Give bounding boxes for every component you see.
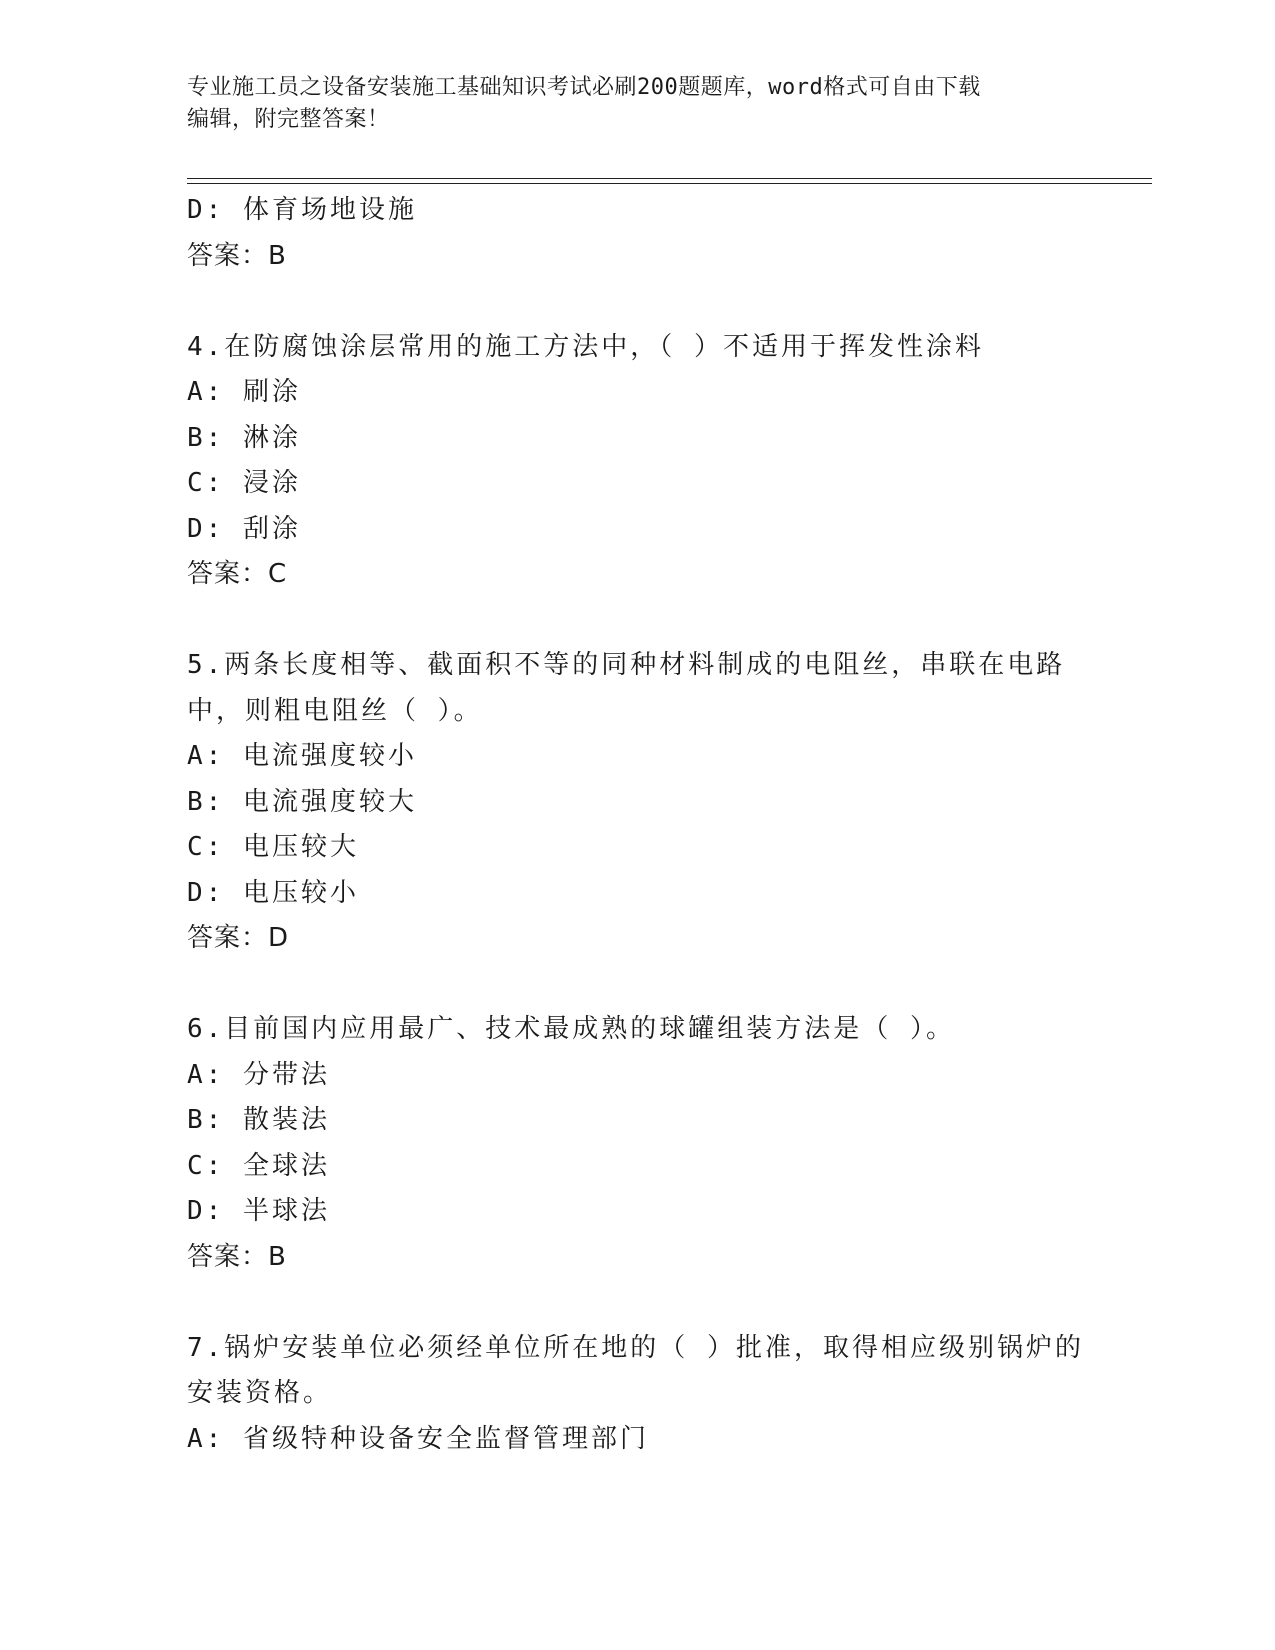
option-b: B: 散装法	[187, 1105, 330, 1135]
option-c: C: 电压较大	[187, 832, 359, 862]
question-block-4	[187, 325, 1087, 598]
option-d: D: 刮涂	[187, 513, 301, 544]
answer: 答案：C	[187, 559, 288, 589]
option-a: A: 省级特种设备安全监督管理部门	[187, 1423, 649, 1454]
question-text-line-1: 5.两条长度相等、截面积不等的同种材料制成的电阻丝，串联在电路	[187, 650, 1066, 680]
spacer	[187, 279, 1087, 325]
answer: 答案：B	[187, 240, 287, 271]
answer: 答案：B	[187, 1241, 287, 1272]
question-list	[187, 188, 1087, 1462]
option-c: C: 浸涂	[187, 468, 301, 498]
option-d: D: 电压较小	[187, 877, 359, 908]
answer: 答案：D	[187, 923, 290, 953]
question-block-7	[187, 1326, 1087, 1463]
header-title-line-2: 编辑，附完整答案！	[187, 107, 390, 132]
header-divider-bottom	[187, 183, 1152, 184]
option-a: A: 刷涂	[187, 377, 301, 407]
question-text-line-2: 中，则粗电阻丝（ ）。	[187, 695, 483, 726]
question-block-5	[187, 643, 1087, 962]
question-block-6	[187, 1007, 1087, 1280]
question-text: 4.在防腐蚀涂层常用的施工方法中，（ ）不适用于挥发性涂料	[187, 331, 984, 362]
option-d: D: 半球法	[187, 1196, 330, 1226]
option-a: A: 分带法	[187, 1059, 330, 1090]
question-text-line-1: 7.锅炉安装单位必须经单位所在地的（ ）批准，取得相应级别锅炉的	[187, 1332, 1084, 1363]
spacer	[187, 598, 1087, 644]
option-c: C: 全球法	[187, 1150, 330, 1181]
spacer	[187, 1280, 1087, 1326]
header-title-line-1: 专业施工员之设备安装施工基础知识考试必刷200题题库，word格式可自由下载	[187, 75, 981, 100]
header-divider-top	[187, 178, 1152, 179]
option-b: B: 电流强度较大	[187, 786, 417, 817]
option-b: B: 淋涂	[187, 422, 301, 453]
question-text: 6.目前国内应用最广、技术最成熟的球罐组装方法是（ ）。	[187, 1014, 955, 1044]
question-text-line-2: 安装资格。	[187, 1378, 333, 1408]
option-d: D: 体育场地设施	[187, 195, 417, 225]
document-header	[187, 72, 1087, 136]
spacer	[187, 962, 1087, 1008]
question-block-3	[187, 188, 1087, 279]
option-a: A: 电流强度较小	[187, 741, 417, 771]
